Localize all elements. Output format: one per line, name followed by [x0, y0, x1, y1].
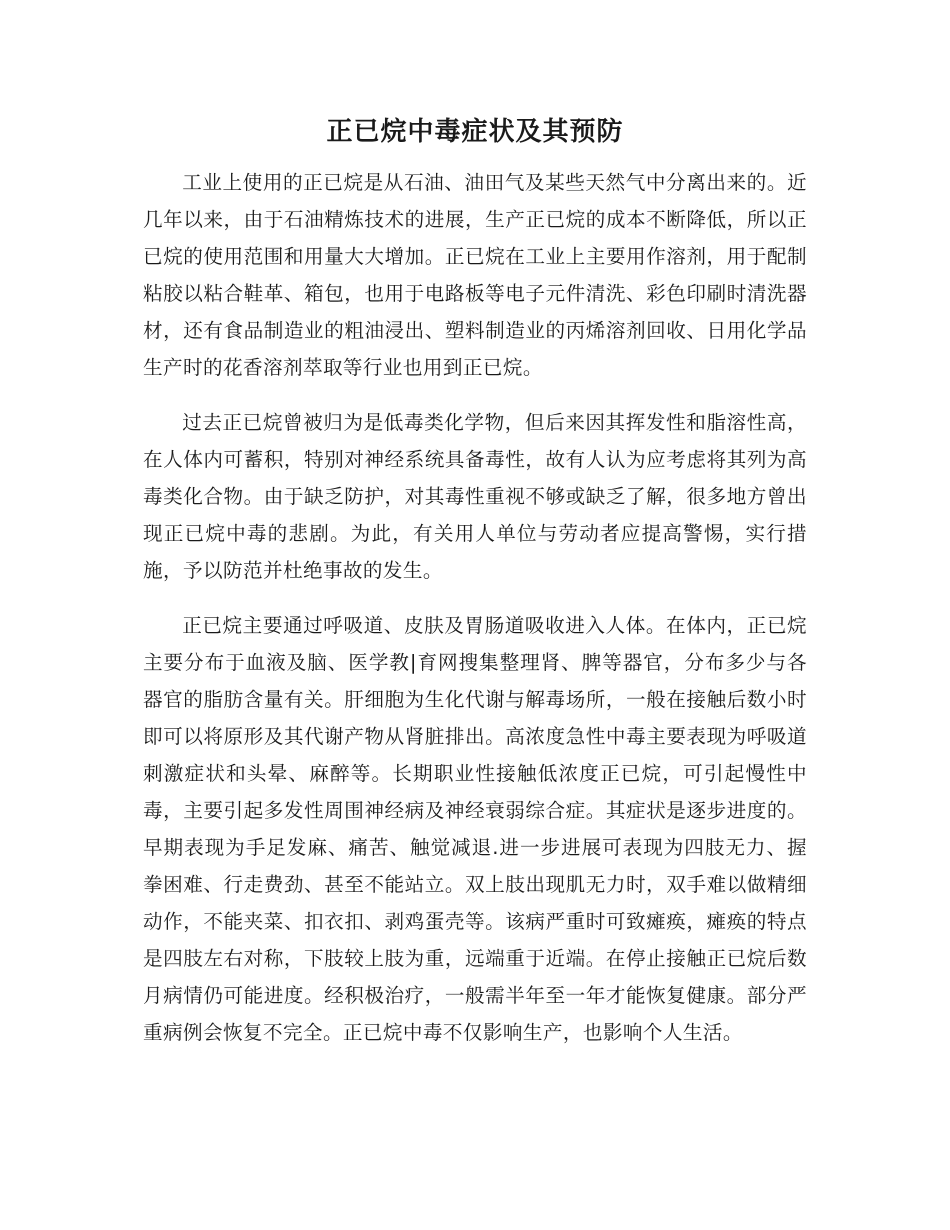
paragraph-toxicity-history: 过去正已烷曾被归为是低毒类化学物，但后来因其挥发性和脂溶性高，在人体内可蓄积，特别对神经系统具备毒性，故有人认为应考虑将其列为高毒类化合物。由于缺乏防护，对其毒性重视不够或缺乏了解，很多地方曾出现正已烷中毒的悲剧。为此，有关用人单位与劳动者应提高警惕，实行措施，予以防范并杜绝事故的发生。 [143, 411, 807, 582]
document-title: 正已烷中毒症状及其预防 [326, 117, 624, 147]
paragraph-industrial-use: 工业上使用的正已烷是从石油、油田气及某些天然气中分离出来的。近几年以来，由于石油精炼技术的进展，生产正已烷的成本不断降低，所以正已烷的使用范围和用量大大增加。正已烷在工业上主要用作溶剂，用于配制粘胶以粘合鞋革、箱包，也用于电路板等电子元件清洗、彩色印刷时清洗器材，还有食品制造业的粗油浸出、塑料制造业的丙烯溶剂回收、日用化学品生产时的花香溶剂萃取等行业也用到正已烷。 [143, 171, 807, 379]
paragraph-symptoms: 正已烷主要通过呼吸道、皮肤及胃肠道吸收进入人体。在体内，正已烷主要分布于血液及脑、医学教|育网搜集整理肾、脾等器官，分布多少与各器官的脂肪含量有关。肝细胞为生化代谢与解毒场所，一般在接触后数小时即可以将原形及其代谢产物从肾脏排出。高浓度急性中毒主要表现为呼吸道刺激症状和头晕、麻醉等。长期职业性接触低浓度正已烷，可引起慢性中毒，主要引起多发性周围神经病及神经衰弱综合症。其症状是逐步进度的。早期表现为手足发麻、痛苦、触觉减退.进一步进展可表现为四肢无力、握拳困难、行走费劲、甚至不能站立。双上肢出现肌无力时，双手难以做精细动作，不能夹菜、扣衣扣、剥鸡蛋壳等。该病严重时可致瘫痪，瘫痪的特点是四肢左右对称，下肢较上肢为重，远端重于近端。在停止接触正已烷后数月病情仍可能进度。经积极治疗，一般需半年至一年才能恢复健康。部分严重病例会恢复不完全。正已烷中毒不仅影响生产，也影响个人生活。 [143, 614, 807, 1044]
document-body [143, 164, 807, 1069]
